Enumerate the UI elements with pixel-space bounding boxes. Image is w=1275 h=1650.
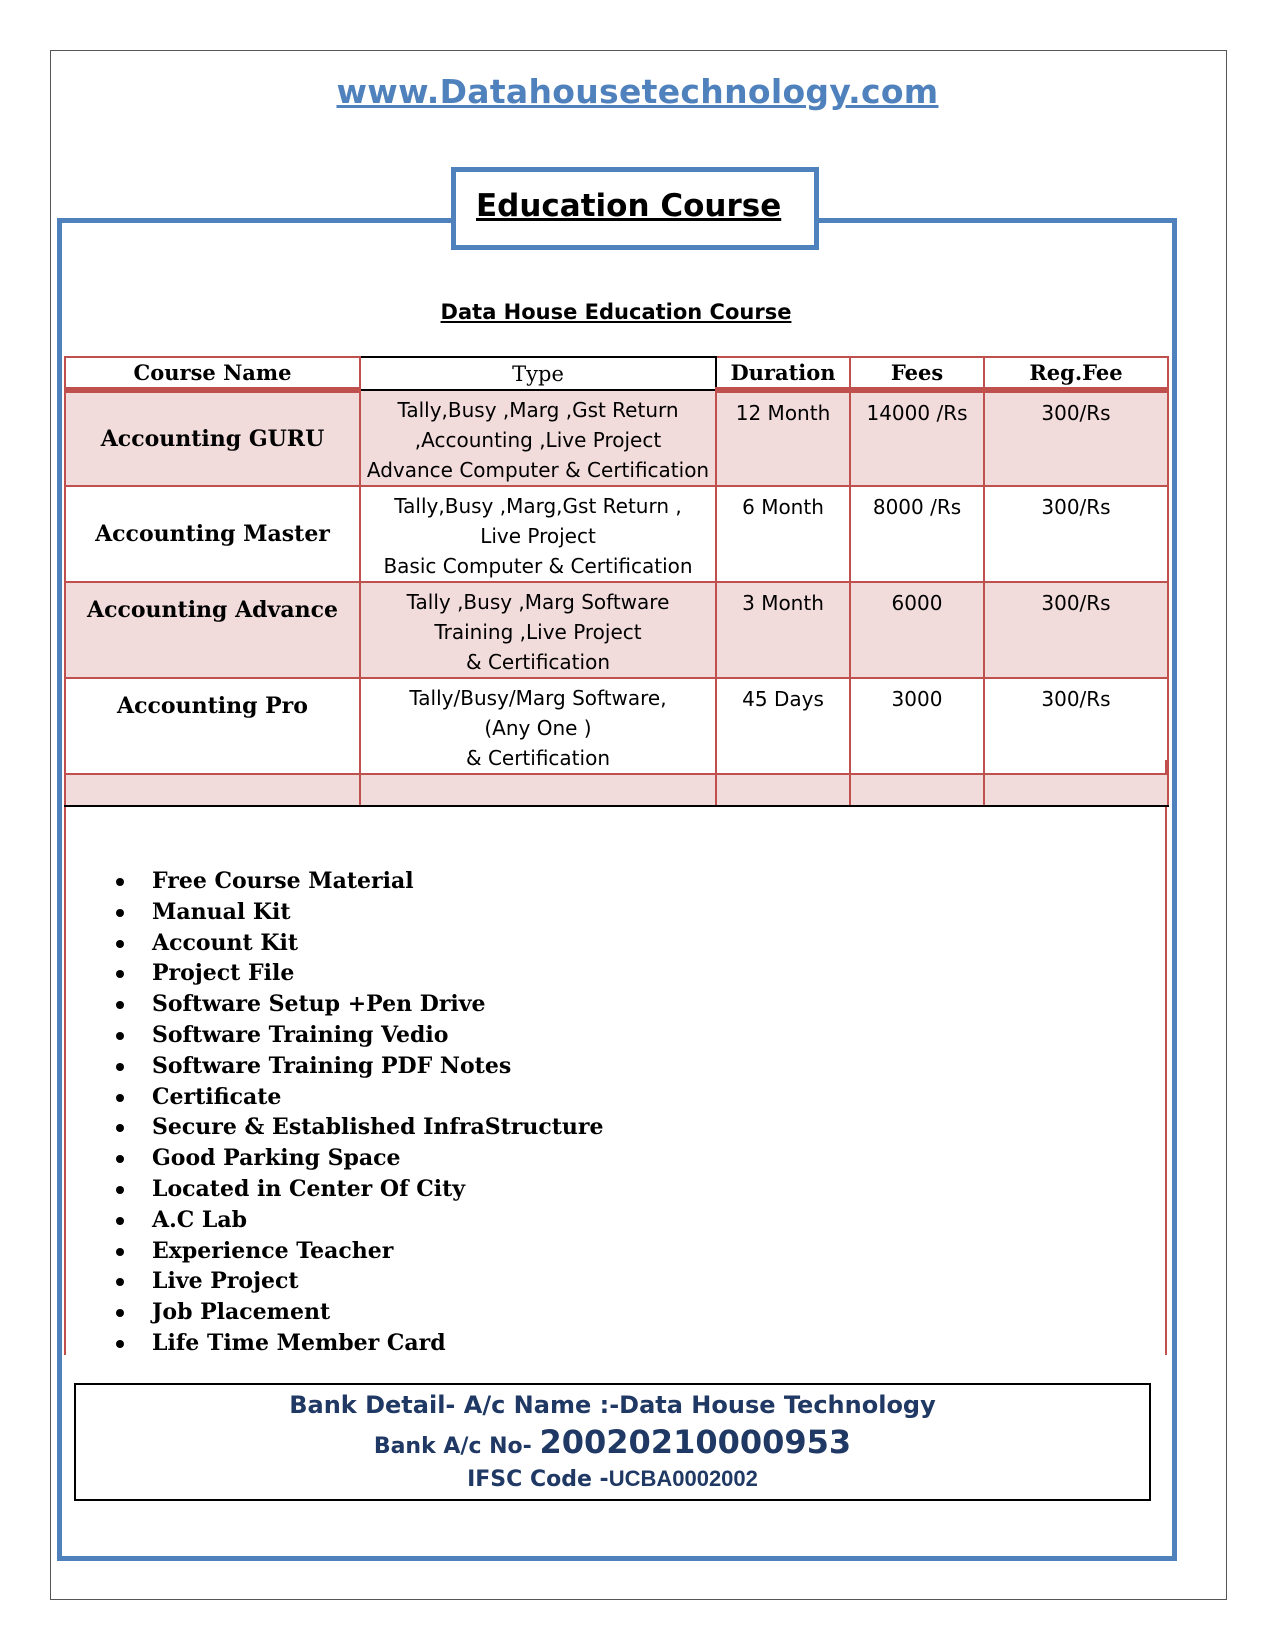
table-row xyxy=(65,390,1168,486)
bank-account-name: Bank Detail- A/c Name :-Data House Technology xyxy=(289,1391,936,1419)
course-type-line: Basic Computer & Certification xyxy=(383,554,693,578)
feature-item xyxy=(112,866,604,897)
table-header-row xyxy=(65,357,1168,390)
feature-item xyxy=(112,958,604,989)
feature-text: Good Parking Space xyxy=(152,1145,401,1172)
bullet-icon xyxy=(116,1032,124,1040)
bank-details-box xyxy=(74,1383,1151,1501)
course-name-cell: Accounting Advance xyxy=(65,582,360,678)
website-url-link[interactable]: www.Datahousetechnology.com xyxy=(336,72,939,111)
course-type-cell xyxy=(360,678,716,774)
bullet-icon xyxy=(116,940,124,948)
course-type-line: ,Accounting ,Live Project xyxy=(414,428,662,452)
course-type-cell xyxy=(360,486,716,582)
feature-item xyxy=(112,1174,604,1205)
course-type-line: & Certification xyxy=(465,650,610,674)
empty-cell xyxy=(716,774,850,806)
feature-text: Software Setup +Pen Drive xyxy=(152,991,486,1018)
course-type-cell xyxy=(360,582,716,678)
feature-item xyxy=(112,1112,604,1143)
bullet-icon xyxy=(116,1063,124,1071)
bank-account-number: 20020210000953 xyxy=(539,1423,852,1461)
course-type-line: Training ,Live Project xyxy=(434,620,642,644)
feature-item xyxy=(112,1051,604,1082)
bullet-icon xyxy=(116,1248,124,1256)
reg-fee-cell: 300/Rs xyxy=(984,390,1168,486)
course-name-cell: Accounting Master xyxy=(65,486,360,582)
feature-item xyxy=(112,1020,604,1051)
course-type-line: Tally ,Busy ,Marg Software xyxy=(406,590,670,614)
empty-cell xyxy=(850,774,984,806)
feature-text: Software Training Vedio xyxy=(152,1021,449,1048)
feature-item xyxy=(112,1082,604,1113)
features-list xyxy=(112,866,604,1359)
column-header-course-name: Course Name xyxy=(65,357,360,390)
course-type-line: Tally/Busy/Marg Software, xyxy=(409,686,667,710)
empty-cell xyxy=(984,774,1168,806)
column-header-type: Type xyxy=(360,357,716,390)
course-name-cell: Accounting Pro xyxy=(65,678,360,774)
bullet-icon xyxy=(116,1124,124,1132)
empty-table-row xyxy=(65,774,1168,806)
feature-text: Certificate xyxy=(152,1083,282,1110)
ifsc-code: UCBA0002002 xyxy=(608,1466,758,1491)
course-table xyxy=(64,356,1169,807)
feature-text: Software Training PDF Notes xyxy=(152,1052,512,1079)
empty-cell xyxy=(360,774,716,806)
ifsc-code-label: IFSC Code - xyxy=(467,1467,609,1492)
feature-text: Job Placement xyxy=(152,1299,331,1326)
bullet-icon xyxy=(116,1094,124,1102)
column-header-duration: Duration xyxy=(716,357,850,390)
course-type-cell xyxy=(360,390,716,486)
duration-cell: 6 Month xyxy=(716,486,850,582)
feature-item xyxy=(112,897,604,928)
ifsc-code-line xyxy=(76,1466,1149,1492)
course-type-line: Tally,Busy ,Marg,Gst Return , xyxy=(394,494,682,518)
feature-text: Located in Center Of City xyxy=(152,1175,466,1202)
course-type-line: (Any One ) xyxy=(484,716,592,740)
empty-cell xyxy=(65,774,360,806)
course-type-line: Advance Computer & Certification xyxy=(366,458,710,482)
column-header-reg-fee: Reg.Fee xyxy=(984,357,1168,390)
bullet-icon xyxy=(116,1217,124,1225)
fees-cell: 3000 xyxy=(850,678,984,774)
feature-item xyxy=(112,1328,604,1359)
reg-fee-cell: 300/Rs xyxy=(984,678,1168,774)
bullet-icon xyxy=(116,1309,124,1317)
table-row xyxy=(65,486,1168,582)
feature-text: Manual Kit xyxy=(152,898,291,925)
feature-text: Account Kit xyxy=(152,929,298,956)
title-box xyxy=(451,167,819,250)
table-caption: Data House Education Course xyxy=(440,300,792,324)
reg-fee-cell: 300/Rs xyxy=(984,486,1168,582)
table-frame-left-line xyxy=(64,760,66,1355)
course-type-line: Tally,Busy ,Marg ,Gst Return xyxy=(397,398,679,422)
table-row xyxy=(65,678,1168,774)
course-type-line: Live Project xyxy=(480,524,596,548)
bullet-icon xyxy=(116,1278,124,1286)
duration-cell: 3 Month xyxy=(716,582,850,678)
feature-text: Project File xyxy=(152,960,295,987)
table-row xyxy=(65,582,1168,678)
column-header-fees: Fees xyxy=(850,357,984,390)
feature-text: Experience Teacher xyxy=(152,1237,394,1264)
feature-text: Secure & Established InfraStructure xyxy=(152,1114,604,1141)
page-title: Education Course xyxy=(476,188,782,224)
feature-item xyxy=(112,1143,604,1174)
bullet-icon xyxy=(116,970,124,978)
bank-account-number-line xyxy=(76,1423,1149,1461)
feature-item xyxy=(112,989,604,1020)
fees-cell: 8000 /Rs xyxy=(850,486,984,582)
bullet-icon xyxy=(116,1186,124,1194)
feature-item xyxy=(112,928,604,959)
table-frame-right-line xyxy=(1165,760,1167,1355)
fees-cell: 14000 /Rs xyxy=(850,390,984,486)
bullet-icon xyxy=(116,909,124,917)
fees-cell: 6000 xyxy=(850,582,984,678)
feature-item xyxy=(112,1266,604,1297)
feature-text: A.C Lab xyxy=(152,1206,248,1233)
duration-cell: 12 Month xyxy=(716,390,850,486)
duration-cell: 45 Days xyxy=(716,678,850,774)
course-type-line: & Certification xyxy=(465,746,610,770)
bullet-icon xyxy=(116,1340,124,1348)
feature-text: Live Project xyxy=(152,1268,299,1295)
feature-item xyxy=(112,1297,604,1328)
bullet-icon xyxy=(116,1001,124,1009)
reg-fee-cell: 300/Rs xyxy=(984,582,1168,678)
bullet-icon xyxy=(116,878,124,886)
feature-item xyxy=(112,1205,604,1236)
bullet-icon xyxy=(116,1155,124,1163)
feature-text: Life Time Member Card xyxy=(152,1329,446,1356)
course-name-cell: Accounting GURU xyxy=(65,390,360,486)
feature-text: Free Course Material xyxy=(152,868,414,894)
bank-account-number-label: Bank A/c No- xyxy=(373,1434,540,1459)
feature-item xyxy=(112,1236,604,1267)
